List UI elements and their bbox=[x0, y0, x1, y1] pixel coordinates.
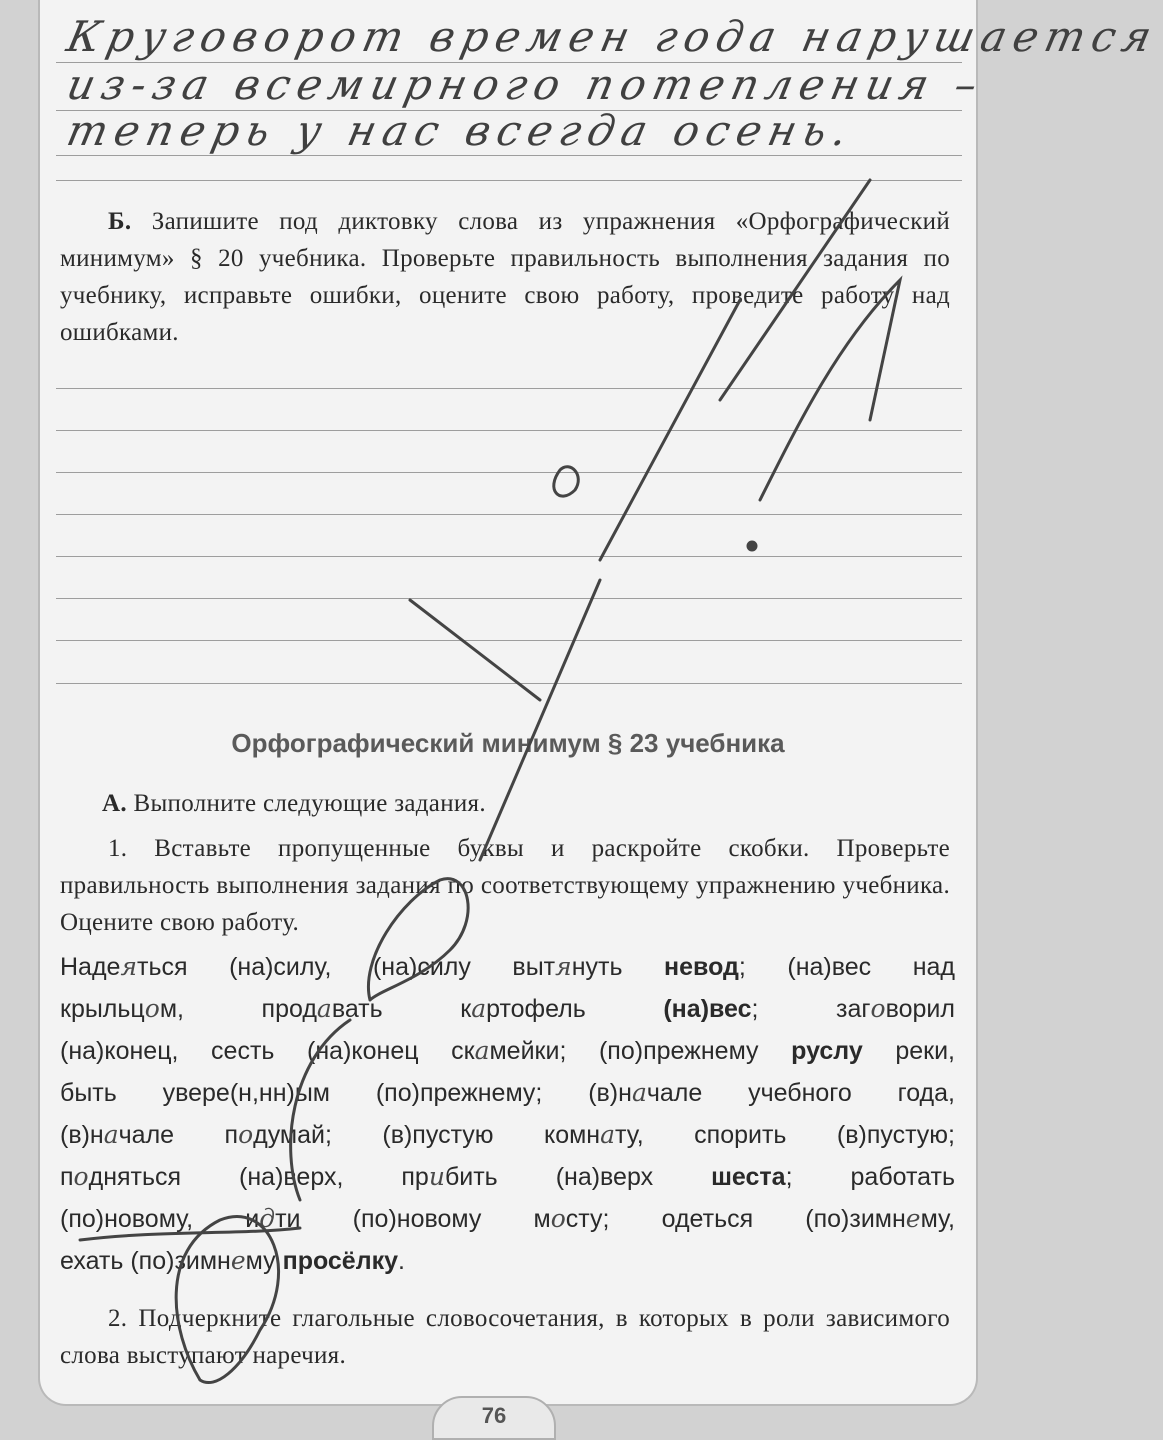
scribble-k-arm bbox=[410, 600, 540, 700]
exercise-segment: нуть bbox=[571, 953, 665, 981]
item-2 bbox=[60, 1300, 950, 1374]
inserted-letter: и bbox=[428, 1162, 445, 1191]
exercise-line bbox=[60, 1198, 955, 1240]
exercise-line bbox=[60, 1114, 955, 1156]
ruled-line bbox=[56, 180, 962, 181]
exercise-segment: (по)новому, и bbox=[60, 1205, 260, 1233]
inserted-letter: а bbox=[600, 1120, 616, 1149]
ruled-line bbox=[56, 472, 962, 473]
exercise-segment: ; заг bbox=[751, 995, 871, 1023]
inserted-letter: о bbox=[550, 1204, 566, 1233]
inserted-letter: о bbox=[144, 994, 160, 1023]
exercise-segment: му, bbox=[920, 1205, 956, 1233]
exercise-segment: Наде bbox=[60, 953, 121, 981]
exercise-segment: бить (на)верх bbox=[444, 1163, 712, 1191]
exercise-line bbox=[60, 1156, 955, 1198]
inserted-letter: о bbox=[73, 1162, 89, 1191]
exercise-segment: ; работать bbox=[785, 1163, 955, 1191]
task-a-label: А. bbox=[102, 790, 127, 817]
exercise-segment: ворил bbox=[885, 995, 955, 1023]
task-b-text: Запишите под диктовку слова из упражнения «Орфографический минимум» § 20 учебника. Проверьте правильность выполнения задания по учебнику, исправьте ошибки, оцените свою работу, проведите работу над ошибками. bbox=[60, 208, 950, 346]
bold-word: просёлку bbox=[282, 1247, 399, 1275]
exercise-segment: му bbox=[245, 1247, 283, 1275]
exercise-segment: ту, спорить (в)пустую; bbox=[615, 1121, 955, 1149]
exercise-line bbox=[60, 1240, 955, 1282]
inserted-letter: а bbox=[103, 1120, 119, 1149]
ruled-line bbox=[56, 598, 962, 599]
item-2-text: 2. Подчеркните глагольные словосочетания, в которых в роли зависимого слова выступают наречия. bbox=[60, 1305, 950, 1369]
inserted-letter: д bbox=[259, 1204, 276, 1233]
exercise-segment: м, прод bbox=[159, 995, 317, 1023]
inserted-letter: я bbox=[120, 952, 138, 981]
exercise-segment: быть увере(н,нн)ым (по)прежнему; (в)н bbox=[60, 1079, 632, 1107]
exercise-line bbox=[60, 1072, 955, 1114]
bold-word: руслу bbox=[791, 1037, 863, 1065]
task-b bbox=[60, 203, 950, 351]
inserted-letter: а bbox=[316, 994, 332, 1023]
inserted-letter: а bbox=[471, 994, 487, 1023]
handwritten-line: из-за всемирного потепления – bbox=[62, 60, 989, 109]
ruled-line bbox=[56, 514, 962, 515]
item-1 bbox=[60, 830, 950, 941]
page-number: 76 bbox=[432, 1396, 556, 1440]
exercise-text bbox=[60, 946, 955, 1282]
task-b-label: Б. bbox=[108, 208, 132, 235]
exercise-segment: . bbox=[398, 1247, 405, 1275]
exercise-segment: реки, bbox=[862, 1037, 955, 1065]
inserted-letter: а bbox=[474, 1036, 490, 1065]
exercise-line bbox=[60, 946, 955, 988]
exercise-segment: чале учебного года, bbox=[646, 1079, 955, 1107]
section-heading: Орфографический минимум § 23 учебника bbox=[231, 728, 785, 758]
ruled-line bbox=[56, 556, 962, 557]
inserted-letter: а bbox=[631, 1078, 647, 1107]
exercise-segment: п bbox=[60, 1163, 74, 1191]
inserted-letter: о bbox=[238, 1120, 254, 1149]
item-1-text: 1. Вставьте пропущенные буквы и раскройте скобки. Проверьте правильность выполнения задания по соответствующему упражнению учебника. Оцените свою работу. bbox=[60, 835, 950, 936]
ruled-line bbox=[56, 640, 962, 641]
exercise-segment: крыльц bbox=[60, 995, 145, 1023]
exercise-segment: думай; (в)пустую комн bbox=[253, 1121, 601, 1149]
handwritten-line: теперь у нас всегда осень. bbox=[62, 106, 859, 155]
inserted-letter: я bbox=[555, 952, 572, 981]
inserted-letter: о bbox=[870, 994, 886, 1023]
ruled-line bbox=[56, 155, 962, 156]
inserted-letter: е bbox=[230, 1246, 246, 1275]
task-a bbox=[60, 785, 950, 822]
exercise-segment: ться (на)силу, (на)силу выт bbox=[137, 953, 556, 981]
exercise-segment: чале п bbox=[118, 1121, 239, 1149]
task-a-text: Выполните следующие задания. bbox=[133, 790, 486, 817]
handwritten-line: Круговорот времен года нарушается bbox=[62, 12, 1163, 61]
ruled-line bbox=[56, 683, 962, 684]
exercise-segment: (в)н bbox=[60, 1121, 104, 1149]
exercise-segment: вать к bbox=[331, 995, 472, 1023]
exercise-segment: ртофель bbox=[486, 995, 664, 1023]
exercise-segment: ехать (по)зимн bbox=[60, 1247, 231, 1275]
exercise-line bbox=[60, 1030, 955, 1072]
ruled-line bbox=[56, 430, 962, 431]
bold-word: шеста bbox=[711, 1163, 786, 1191]
exercise-line bbox=[60, 988, 955, 1030]
exercise-segment: (на)конец, сесть (на)конец ск bbox=[60, 1037, 475, 1065]
inserted-letter: е bbox=[905, 1204, 921, 1233]
exercise-segment: сту; одеться (по)зимн bbox=[565, 1205, 906, 1233]
exercise-segment: дняться (на)верх, пр bbox=[88, 1163, 429, 1191]
ruled-line bbox=[56, 388, 962, 389]
exercise-segment: ти (по)новому м bbox=[275, 1205, 551, 1233]
bold-word: невод bbox=[664, 953, 739, 981]
bold-word: (на)вес bbox=[663, 995, 752, 1023]
exercise-segment: мейки; (по)прежнему bbox=[489, 1037, 792, 1065]
scribble-dot bbox=[748, 542, 756, 550]
exercise-segment: ; (на)вес над bbox=[738, 953, 955, 981]
workbook-page bbox=[38, 0, 1163, 1406]
